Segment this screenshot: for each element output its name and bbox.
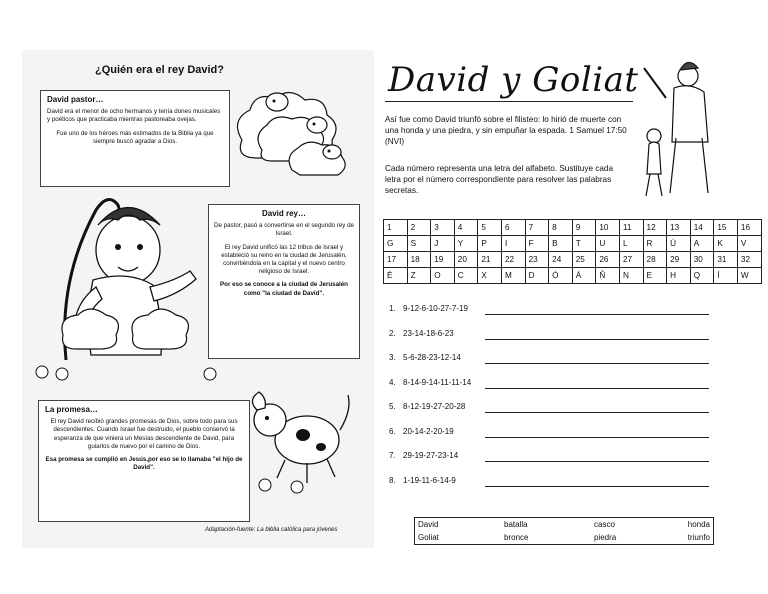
- flowers-decoration: [30, 360, 230, 390]
- cipher-number-cell: 21: [478, 252, 502, 268]
- puzzle-number: 8.: [389, 475, 396, 485]
- cipher-number-cell: 20: [454, 252, 478, 268]
- david-goliath-illustration: [636, 58, 714, 208]
- pastor-paragraph-1: David era el menor de ocho hermanos y tenía dones musicales y poéticos que practicaba mientras pastoreaba ovejas.: [47, 108, 221, 124]
- cipher-row: [384, 268, 762, 284]
- puzzle-number: 7.: [389, 451, 396, 460]
- instructions: Cada número representa una letra del alfabeto. Sustituye cada letra por el número correspondiente para resolver las palabras secretas.: [385, 164, 614, 195]
- cipher-letter-cell: N: [619, 268, 643, 284]
- cipher-row: [384, 252, 762, 268]
- cipher-number-cell: 4: [454, 220, 478, 236]
- cipher-number-cell: 28: [643, 252, 667, 268]
- puzzle-item: [389, 427, 714, 439]
- puzzle-item: [389, 451, 714, 463]
- dog-illustration: [245, 385, 355, 495]
- puzzle-number: 4.: [389, 377, 396, 387]
- cipher-letter-cell: Q: [690, 268, 714, 284]
- word-bank-row: [415, 531, 714, 545]
- promesa-box: [38, 400, 250, 522]
- answer-line[interactable]: [485, 388, 709, 389]
- cipher-number-cell: 18: [407, 252, 431, 268]
- cipher-number-cell: 15: [714, 220, 738, 236]
- word-bank-word: batalla: [504, 520, 528, 529]
- answer-line[interactable]: [485, 314, 709, 315]
- sheep-illustration: [222, 80, 362, 190]
- word-bank-word: David: [418, 520, 439, 529]
- source-credit: Adaptación-fuente: La biblia católica para jóvenes: [205, 527, 338, 533]
- cipher-number-cell: 12: [643, 220, 667, 236]
- cipher-number-cell: 16: [737, 220, 761, 236]
- cipher-letter-cell: C: [454, 268, 478, 284]
- cipher-letter-cell: L: [619, 236, 643, 252]
- cipher-table: [383, 219, 762, 284]
- puzzle-item: [389, 402, 714, 414]
- puzzle-number: 6.: [389, 426, 396, 436]
- cipher-number-cell: 26: [596, 252, 620, 268]
- cipher-letter-cell: W: [737, 268, 761, 284]
- cipher-number-cell: 6: [501, 220, 525, 236]
- cipher-row: [384, 236, 762, 252]
- cipher-number-cell: 11: [619, 220, 643, 236]
- cipher-letter-cell: H: [667, 268, 691, 284]
- cipher-number-cell: 30: [690, 252, 714, 268]
- cipher-letter-cell: R: [643, 236, 667, 252]
- cipher-letter-cell: I: [501, 236, 525, 252]
- bible-verse: Así fue como David triunfó sobre el filisteo: lo hirió de muerte con una honda y una piedra, y sin empuñar la espada. 1 Samuel 17:50 (NVI): [385, 115, 627, 146]
- cipher-number-cell: 3: [431, 220, 455, 236]
- cipher-letter-cell: E: [643, 268, 667, 284]
- puzzle-item: [389, 304, 714, 316]
- cipher-number-cell: 9: [572, 220, 596, 236]
- cipher-number-cell: 14: [690, 220, 714, 236]
- cipher-letter-cell: Á: [572, 268, 596, 284]
- cipher-number-cell: 1: [384, 220, 408, 236]
- cipher-letter-cell: X: [478, 268, 502, 284]
- cipher-number-cell: 2: [407, 220, 431, 236]
- david-pastor-box: [40, 90, 230, 187]
- cipher-number-cell: 29: [667, 252, 691, 268]
- promesa-heading: La promesa…: [45, 405, 98, 414]
- page-title: ¿Quién era el rey David?: [95, 64, 224, 76]
- puzzle-item: [389, 329, 714, 341]
- puzzle-item: [389, 476, 714, 488]
- cipher-letter-cell: G: [384, 236, 408, 252]
- answer-line[interactable]: [485, 363, 709, 364]
- puzzle-code: 5-6-28-23-12-14: [403, 353, 461, 362]
- cipher-number-cell: 7: [525, 220, 549, 236]
- word-bank-row: [415, 518, 714, 532]
- cipher-letter-cell: A: [690, 236, 714, 252]
- cipher-number-cell: 31: [714, 252, 738, 268]
- puzzle-number: 5.: [389, 402, 396, 411]
- word-bank-word: Goliat: [418, 533, 439, 542]
- cipher-letter-cell: Ó: [549, 268, 573, 284]
- answer-line[interactable]: [485, 339, 709, 340]
- answer-line[interactable]: [485, 461, 709, 462]
- puzzle-code: 8-12-19-27-20-28: [403, 402, 466, 411]
- cipher-letter-cell: M: [501, 268, 525, 284]
- promesa-paragraph-1: El rey David recibió grandes promesas de Dios, sobre todo para sus descendientes. Cuando Israel fue destruido, el pueblo conservó la esperanza de que viniera un Mesías descendiente de David, para guiarlos de nuevo por el camino de Dios.: [50, 418, 238, 450]
- shepherd-boy-illustration: [38, 185, 208, 385]
- word-bank-word: bronce: [504, 533, 529, 542]
- puzzle-item: [389, 353, 714, 365]
- cipher-letter-cell: Í: [714, 268, 738, 284]
- cipher-letter-cell: S: [407, 236, 431, 252]
- cipher-letter-cell: P: [478, 236, 502, 252]
- promesa-paragraph-2: Esa promesa se cumplió en Jesús,por eso se lo llamaba "el hijo de David".: [45, 456, 243, 472]
- cipher-letter-cell: J: [431, 236, 455, 252]
- pastor-heading: David pastor…: [47, 95, 104, 104]
- cipher-letter-cell: K: [714, 236, 738, 252]
- cipher-number-cell: 17: [384, 252, 408, 268]
- cipher-letter-cell: Ú: [667, 236, 691, 252]
- puzzle-code: 8-14-9-14-11-11-14: [403, 377, 472, 387]
- cipher-number-cell: 13: [667, 220, 691, 236]
- cipher-number-cell: 5: [478, 220, 502, 236]
- cipher-letter-cell: V: [737, 236, 761, 252]
- answer-line[interactable]: [485, 412, 709, 413]
- puzzle-code: 20-14-2-20-19: [403, 426, 454, 436]
- cipher-letter-cell: T: [572, 236, 596, 252]
- word-bank: [414, 517, 714, 545]
- cipher-number-cell: 24: [549, 252, 573, 268]
- cipher-letter-cell: D: [525, 268, 549, 284]
- puzzle-code: 1-19-11-6-14-9: [403, 475, 456, 485]
- cipher-number-cell: 27: [619, 252, 643, 268]
- cipher-letter-cell: B: [549, 236, 573, 252]
- answer-line[interactable]: [485, 437, 709, 438]
- cipher-number-cell: 19: [431, 252, 455, 268]
- cipher-number-cell: 8: [549, 220, 573, 236]
- cipher-letter-cell: Ñ: [596, 268, 620, 284]
- rey-heading: David rey…: [261, 209, 307, 218]
- answer-line[interactable]: [485, 486, 709, 487]
- cipher-letter-cell: F: [525, 236, 549, 252]
- puzzle-code: 29-19-27-23-14: [403, 451, 459, 460]
- cipher-number-cell: 22: [501, 252, 525, 268]
- puzzle-number: 3.: [389, 353, 396, 362]
- puzzle-number: 1.: [389, 304, 396, 313]
- word-bank-word: triunfo: [687, 533, 710, 542]
- word-bank-word: piedra: [594, 533, 617, 542]
- cipher-letter-cell: O: [431, 268, 455, 284]
- worksheet-title: David y Goliat: [388, 60, 639, 100]
- cipher-number-cell: 32: [737, 252, 761, 268]
- cipher-number-cell: 10: [596, 220, 620, 236]
- rey-paragraph-3: Por eso se conoce a la ciudad de Jerusalén como "la ciudad de David".: [220, 281, 348, 297]
- pastor-paragraph-2: Fue uno de los héroes más estimados de la Biblia ya que siempre buscó agradar a Dios.: [56, 129, 214, 145]
- cipher-letter-cell: U: [596, 236, 620, 252]
- david-rey-box: [208, 204, 360, 359]
- puzzle-number: 2.: [389, 328, 396, 338]
- puzzle-item: [389, 378, 714, 390]
- cipher-letter-cell: Y: [454, 236, 478, 252]
- cipher-number-cell: 23: [525, 252, 549, 268]
- rey-paragraph-1: De pastor, pasó a convertirse en el segundo rey de Israel.: [214, 222, 354, 238]
- rey-paragraph-2: El rey David unificó las 12 tribus de Israel y estableció su reino en la ciudad de Jerusalén, convirtiéndola en la capital y el nuevo centro religioso de Israel.: [221, 243, 347, 276]
- cipher-row: [384, 220, 762, 236]
- cipher-letter-cell: Z: [407, 268, 431, 284]
- word-bank-word: casco: [594, 520, 615, 529]
- cipher-number-cell: 25: [572, 252, 596, 268]
- puzzle-code: 23-14-18-6-23: [403, 328, 454, 338]
- word-bank-word: honda: [687, 520, 710, 529]
- cipher-letter-cell: É: [384, 268, 408, 284]
- title-underline: [385, 101, 633, 102]
- puzzle-code: 9-12-6-10-27-7-19: [403, 304, 468, 313]
